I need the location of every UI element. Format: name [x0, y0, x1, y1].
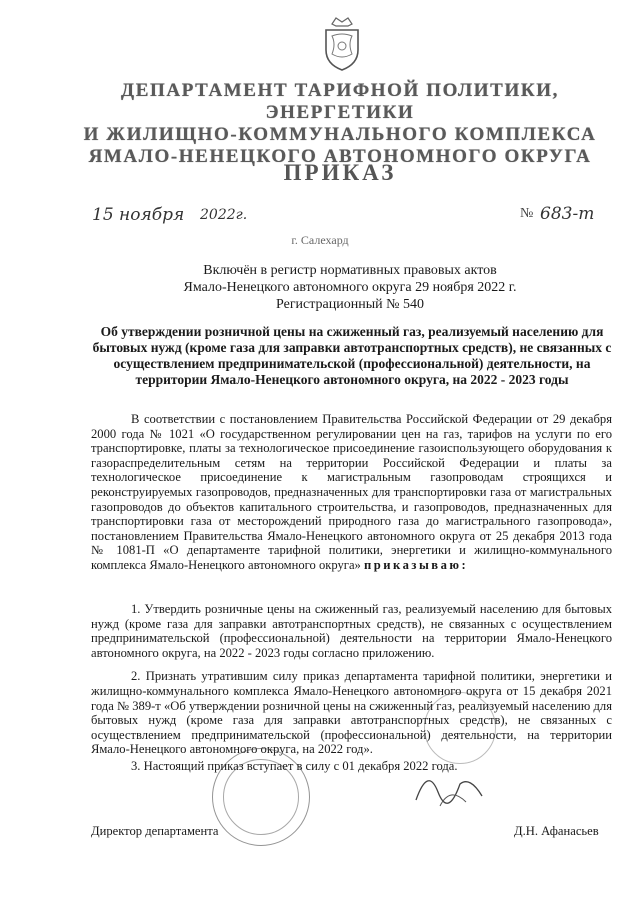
preamble-text: В соответствии с постановлением Правительства Российской Федерации от 29 декабря 2000 года № 1021 «О государственном регулировании цен на газ, тарифов на услуги по его транспортировке, платы за технологическое присоединение газоиспользующего оборудования к газораспределительным сетям на территории Российской Федерации и платы за технологическое присоединение к магистральным газопроводам строящихся и реконструируемых газопроводов, предназначенных для транспортировки газа от магистральных газопроводов до объектов капитального строительства, и газопроводов, предназначенных для транспортировки газа от месторождений природного газа до магистрального газопровода», постановлением Правительства Ямало-Ненецкого автономного округа от 25 декабря 2013 года № 1081-П «О департаменте тарифной политики, энергетики и жилищно-коммунального комплекса Ямало-Ненецкого автономного округа» — [91, 412, 612, 572]
signature — [410, 756, 490, 816]
order-item: 3. Настоящий приказ вступает в силу с 01 декабря 2022 года. — [131, 758, 458, 773]
dept-line: ДЕПАРТАМЕНТ ТАРИФНОЙ ПОЛИТИКИ, ЭНЕРГЕТИКИ — [121, 80, 559, 123]
handwritten-date: 15 ноября — [92, 205, 185, 225]
order-word: приказываю: — [364, 557, 469, 572]
dept-line: ЯМАЛО-НЕНЕЦКОГО АВТОНОМНОГО ОКРУГА — [88, 146, 592, 167]
order-item: 2. Признать утратившим силу приказ департамента тарифной политики, энергетики и жилищно-коммунального комплекса Ямало-Ненецкого автономного округа от 15 декабря 2021 года № 389-т «Об утверждении розничной цены на сжиженный газ, реализуемый населению для бытовых нужд (кроме газа для заправки автотранспортных средств), не связанных с осуществлением предпринимательской (профессиональной) деятельности, на территории Ямало-Ненецкого автономного округа, на 2022 год». — [91, 669, 612, 757]
dept-line: И ЖИЛИЩНО-КОММУНАЛЬНОГО КОМПЛЕКСА — [83, 124, 597, 145]
number-label: № — [520, 206, 534, 221]
registration-note — [90, 262, 610, 313]
official-seal — [212, 748, 310, 846]
registration-line: Регистрационный № 540 — [276, 297, 424, 312]
order-item: 1. Утвердить розничные цены на сжиженный газ, реализуемый населению для бытовых нужд (кроме газа для заправки автотранспортных средств), не связанных с осуществлением предпринимательской (профессиональной) деятельности на территории Ямало-Ненецкого автономного округа, на 2022 - 2023 годы согласно приложению. — [91, 602, 612, 660]
registration-line: Включён в регистр нормативных правовых актов — [203, 263, 497, 278]
order-subject: Об утверждении розничной цены на сжиженный газ, реализуемый населению для бытовых нужд (кроме газа для заправки автотранспортных средств), не связанных с осуществлением предпринимательской (профессиональной) деятельности, на территории Ямало-Ненецкого автономного округа, на 2022 - 2023 годы — [92, 324, 612, 387]
coat-of-arms-icon — [318, 14, 366, 72]
signatory-name: Д.Н. Афанасьев — [514, 824, 599, 838]
department-name — [60, 80, 620, 168]
faint-seal — [424, 692, 496, 764]
order-number: 683-т — [540, 204, 595, 224]
document-title: ПРИКАЗ — [283, 160, 397, 185]
date-year: 2022г. — [200, 207, 248, 223]
preamble — [91, 412, 612, 573]
registration-line: Ямало-Ненецкого автономного округа 29 ноября 2022 г. — [183, 280, 517, 295]
city: г. Салехард — [291, 233, 349, 247]
order-items — [91, 602, 612, 783]
signatory-role: Директор департамента — [91, 824, 219, 838]
